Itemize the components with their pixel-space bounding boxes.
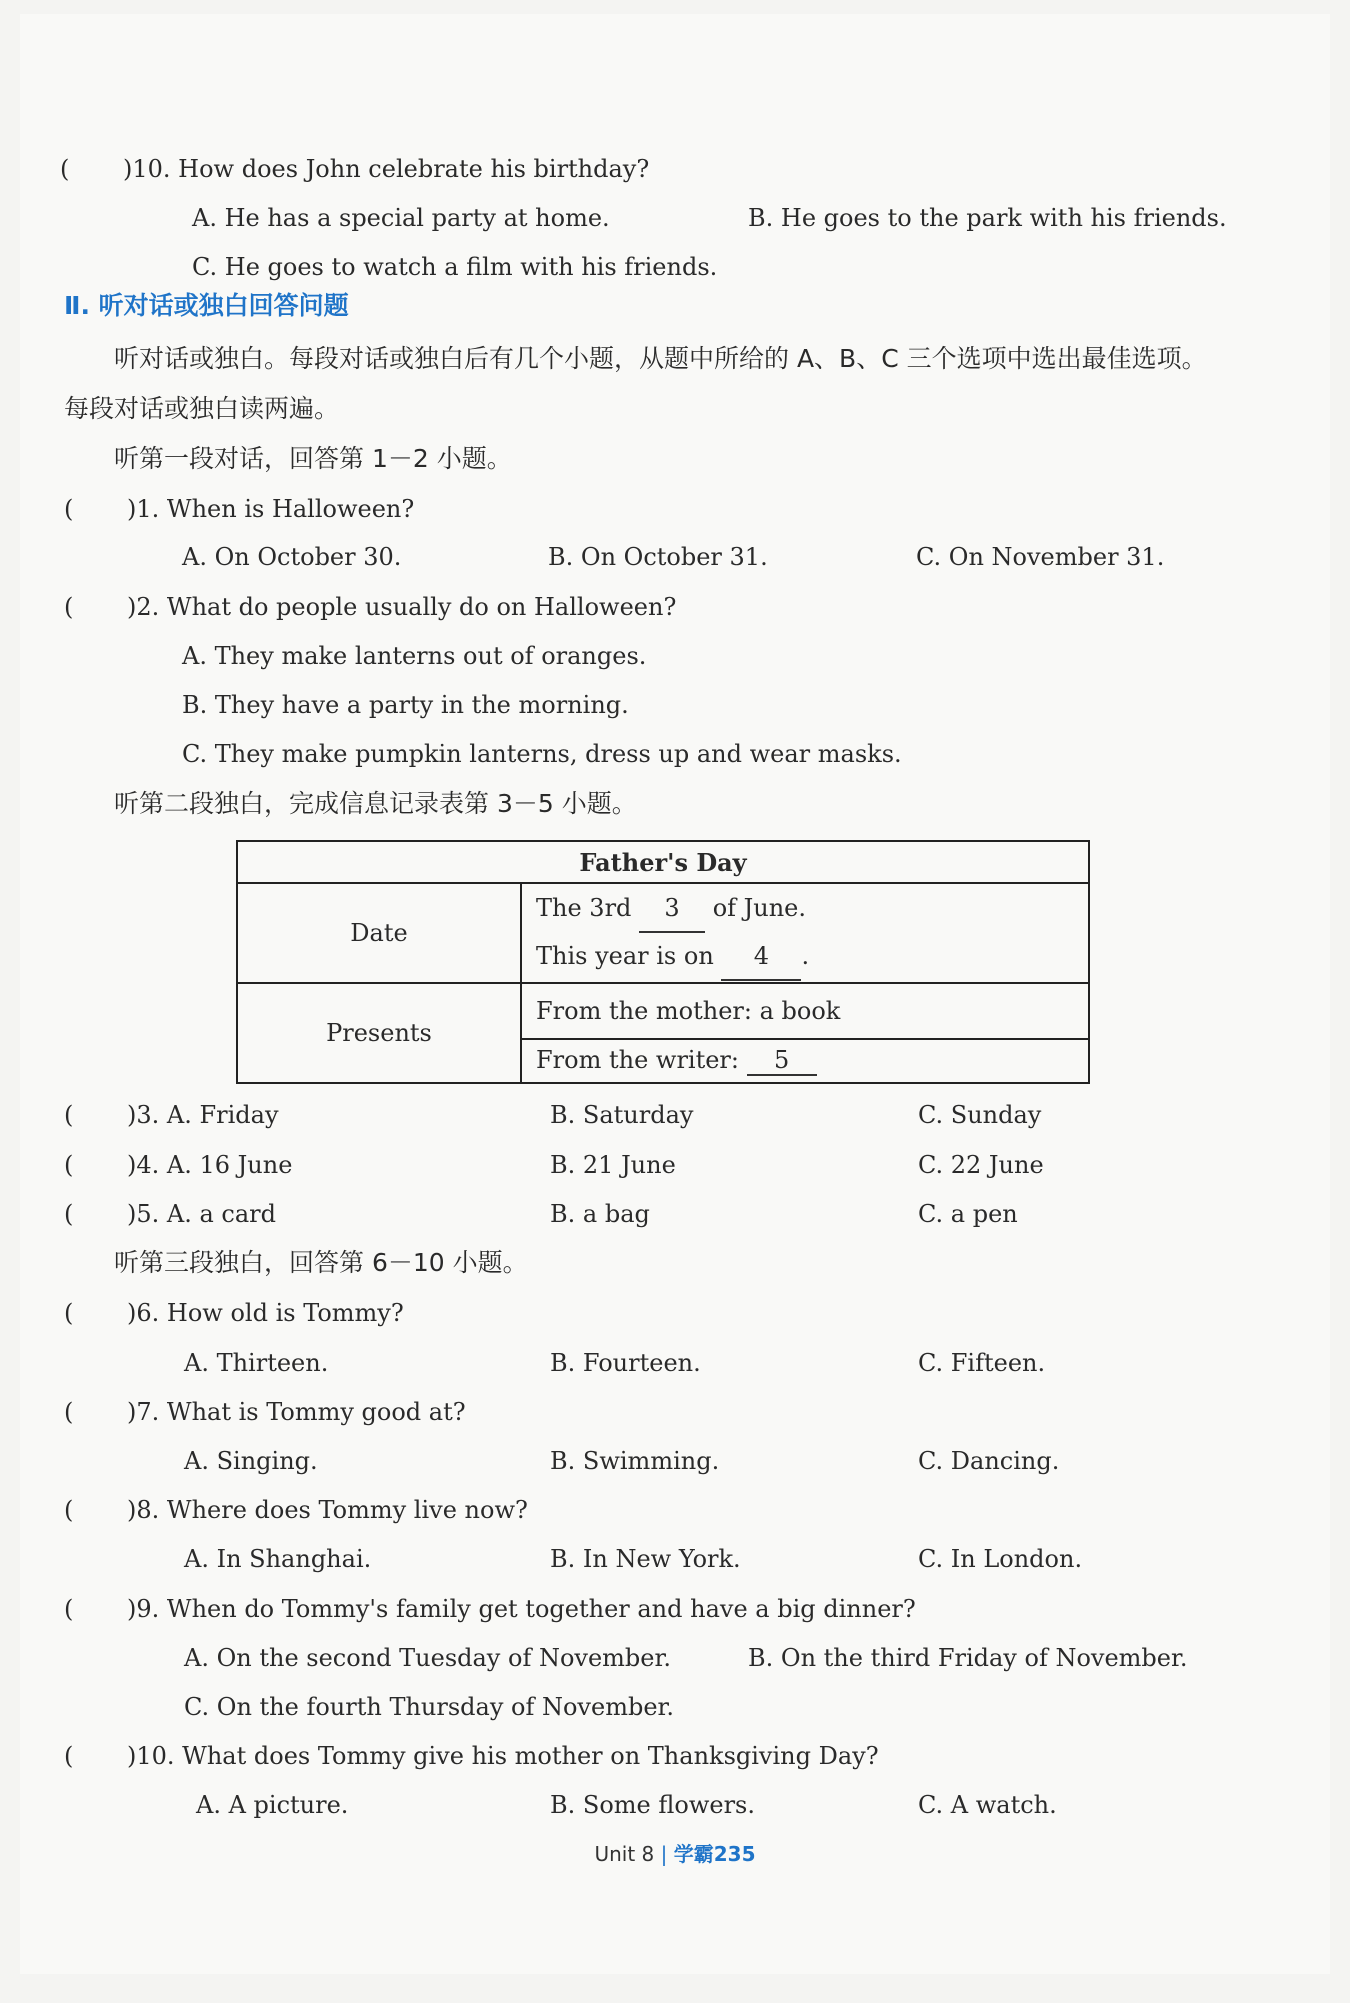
date-line1-post: of June. [712, 894, 807, 922]
blank-5: 5 [747, 1046, 817, 1076]
q8-option-b: B. In New York. [550, 1545, 741, 1573]
answer-paren: ( [64, 1101, 74, 1129]
section-title: Ⅱ. 听对话或独白回答问题 [64, 291, 349, 320]
q9-row [64, 1594, 916, 1624]
q2-option-c: C. They make pumpkin lanterns, dress up and wear masks. [182, 740, 902, 768]
fathers-day-table [236, 840, 1090, 1084]
q1-option-a: A. On October 30. [182, 543, 402, 571]
worksheet-page [20, 14, 1330, 1974]
answer-paren: ( [64, 593, 74, 621]
page-number: 235 [713, 1842, 756, 1866]
date-label: Date [237, 883, 521, 983]
q1-row [64, 494, 414, 524]
q10a-option-c: C. He goes to watch a film with his friends. [192, 253, 718, 281]
q2-option-b: B. They have a party in the morning. [182, 691, 629, 719]
blank-3: 3 [639, 885, 705, 933]
answer-paren: ( [64, 1398, 74, 1426]
date-cell [521, 883, 1089, 983]
q6-option-a: A. Thirteen. [184, 1349, 329, 1377]
question-text: )5. A. a card [127, 1200, 277, 1228]
question-text: )2. What do people usually do on Halloween? [127, 593, 677, 621]
q10a-option-a: A. He has a special party at home. [192, 204, 610, 232]
q2-option-a: A. They make lanterns out of oranges. [182, 642, 647, 670]
instruction-line-1: 听对话或独白。每段对话或独白后有几个小题，从题中所给的 A、B、C 三个选项中选出最佳选项。 [114, 344, 1207, 373]
q4-option-b: B. 21 June [550, 1151, 676, 1179]
page-footer [20, 1838, 1330, 1867]
footer-brand: 学霸 [673, 1842, 714, 1866]
q5-option-b: B. a bag [550, 1200, 650, 1228]
q10-option-b: B. Some flowers. [550, 1791, 755, 1819]
q7-option-b: B. Swimming. [550, 1447, 720, 1475]
q3-option-c: C. Sunday [918, 1101, 1042, 1129]
question-text: )10. What does Tommy give his mother on Thanksgiving Day? [127, 1742, 879, 1770]
answer-paren: ( [64, 1496, 74, 1524]
answer-paren: ( [64, 1742, 74, 1770]
instruction-line-2: 每段对话或独白读两遍。 [64, 394, 340, 423]
date-line1-pre: The 3rd [536, 894, 632, 922]
q10a-row [60, 154, 649, 184]
date-line-2 [536, 933, 1074, 981]
table-title: Father's Day [237, 841, 1089, 883]
q3-row [64, 1100, 279, 1130]
question-text: )8. Where does Tommy live now? [127, 1496, 528, 1524]
q8-option-a: A. In Shanghai. [184, 1545, 372, 1573]
q6-row [64, 1298, 404, 1328]
q1-option-c: C. On November 31. [916, 543, 1165, 571]
presents-line-1: From the mother: a book [521, 983, 1089, 1039]
q7-row [64, 1397, 466, 1427]
date-line-1 [536, 885, 1074, 933]
date-line2-post: . [801, 942, 810, 970]
footer-separator: | [660, 1842, 668, 1866]
q5-row [64, 1199, 276, 1229]
q10-option-c: C. A watch. [918, 1791, 1057, 1819]
question-text: )1. When is Halloween? [127, 495, 415, 523]
q5-option-c: C. a pen [918, 1200, 1018, 1228]
q4-row [64, 1150, 292, 1180]
part3-instruction: 听第三段独白，回答第 6－10 小题。 [114, 1248, 528, 1277]
question-text: )10. How does John celebrate his birthday? [123, 155, 650, 183]
date-line2-pre: This year is on [536, 942, 714, 970]
answer-paren: ( [60, 155, 70, 183]
answer-paren: ( [64, 1151, 74, 1179]
presents-line-2 [521, 1039, 1089, 1083]
q8-row [64, 1495, 528, 1525]
q6-option-b: B. Fourteen. [550, 1349, 701, 1377]
presents-label: Presents [237, 983, 521, 1083]
footer-unit: Unit 8 [594, 1842, 655, 1866]
presents-line2-pre: From the writer: [536, 1046, 739, 1074]
q2-row [64, 592, 676, 622]
part1-instruction: 听第一段对话，回答第 1－2 小题。 [114, 444, 512, 473]
blank-4: 4 [721, 933, 801, 981]
answer-paren: ( [64, 1200, 74, 1228]
question-text: )7. What is Tommy good at? [127, 1398, 466, 1426]
q3-option-b: B. Saturday [550, 1101, 694, 1129]
q9-option-a: A. On the second Tuesday of November. [184, 1644, 671, 1672]
answer-paren: ( [64, 495, 74, 523]
question-text: )3. A. Friday [127, 1101, 279, 1129]
q1-option-b: B. On October 31. [548, 543, 768, 571]
q10-row [64, 1741, 879, 1771]
part2-instruction: 听第二段独白，完成信息记录表第 3－5 小题。 [114, 789, 637, 818]
q9-option-c: C. On the fourth Thursday of November. [184, 1693, 674, 1721]
question-text: )6. How old is Tommy? [127, 1299, 404, 1327]
q10a-option-b: B. He goes to the park with his friends. [748, 204, 1227, 232]
q4-option-c: C. 22 June [918, 1151, 1044, 1179]
q7-option-c: C. Dancing. [918, 1447, 1060, 1475]
q6-option-c: C. Fifteen. [918, 1349, 1046, 1377]
q8-option-c: C. In London. [918, 1545, 1083, 1573]
q9-option-b: B. On the third Friday of November. [748, 1644, 1188, 1672]
answer-paren: ( [64, 1299, 74, 1327]
q7-option-a: A. Singing. [184, 1447, 318, 1475]
answer-paren: ( [64, 1595, 74, 1623]
question-text: )4. A. 16 June [127, 1151, 293, 1179]
question-text: )9. When do Tommy's family get together and have a big dinner? [127, 1595, 916, 1623]
q10-option-a: A. A picture. [196, 1791, 349, 1819]
